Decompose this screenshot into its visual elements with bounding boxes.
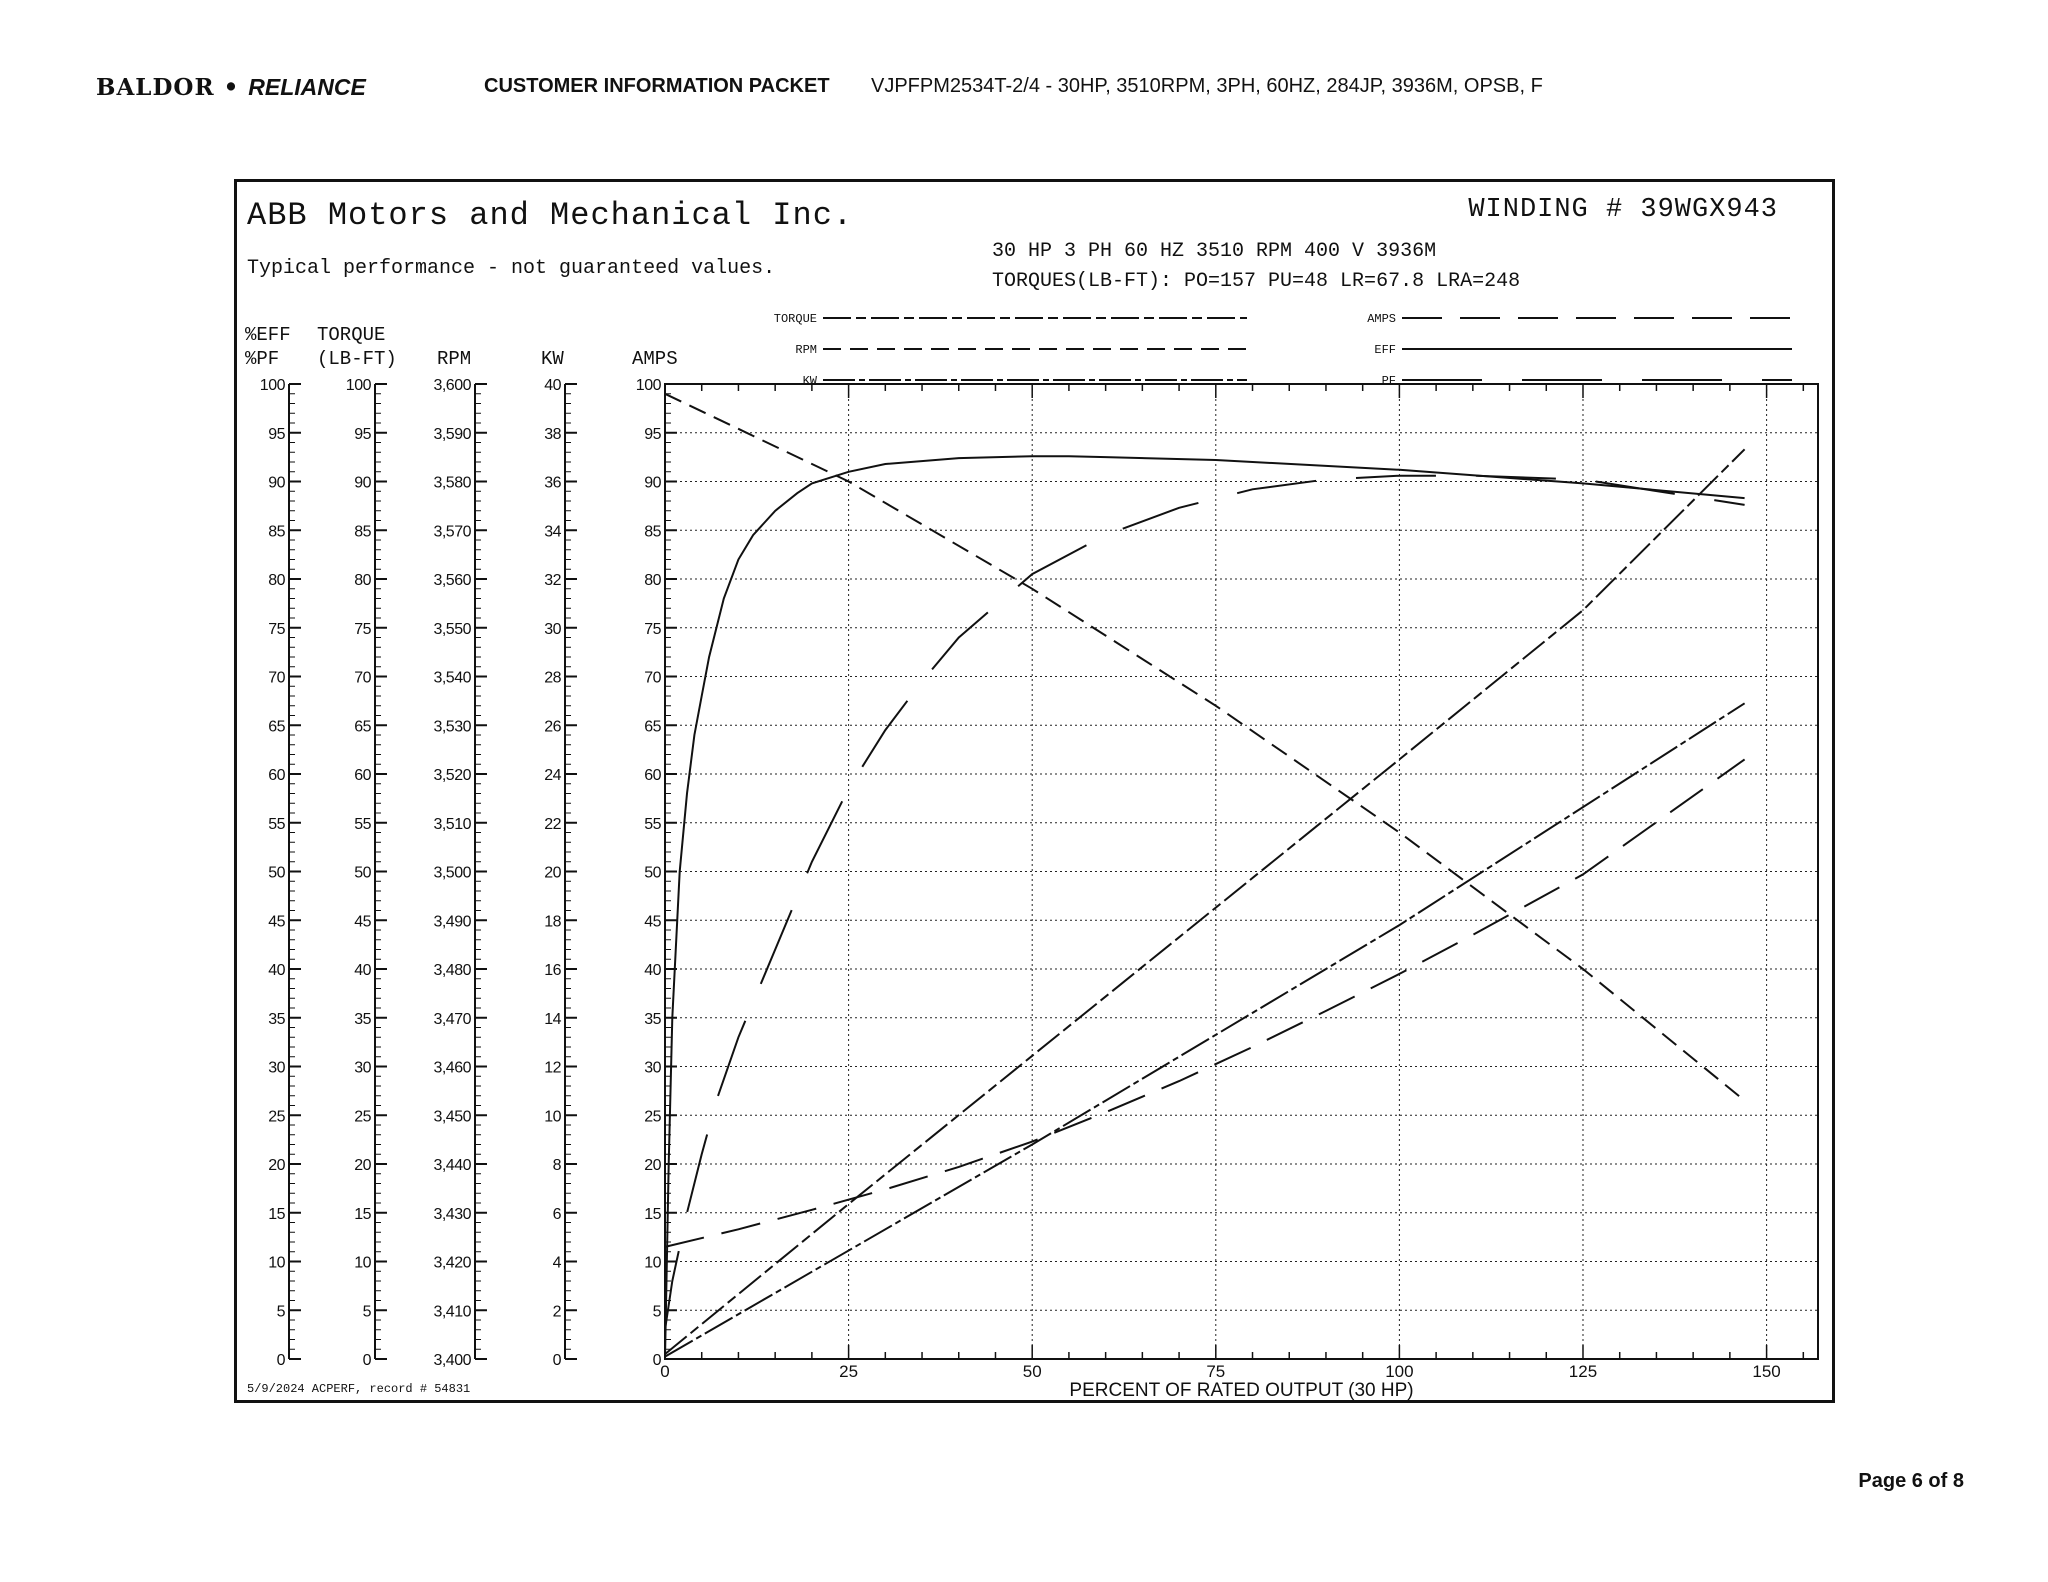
page-number: Page 6 of 8 <box>1858 1470 1964 1492</box>
legend-label-pf: PF <box>1381 374 1396 388</box>
axis-tick-label-2: 3,520 <box>433 767 471 784</box>
axis-tick-label-2: 3,540 <box>433 669 471 687</box>
axis-tick-label-0: 5 <box>276 1303 285 1321</box>
axis-tick-label-0: 60 <box>268 767 285 784</box>
axis-tick-label-1: 80 <box>354 572 371 589</box>
axis-tick-label-0: 85 <box>268 523 285 541</box>
rating-line: 30 HP 3 PH 60 HZ 3510 RPM 400 V 3936M <box>992 240 1437 263</box>
axis-tick-label-3: 24 <box>544 767 561 784</box>
x-tick-label: 125 <box>1568 1362 1598 1381</box>
axis-tick-label-2: 3,580 <box>433 474 471 492</box>
axis-tick-label-4: 95 <box>644 425 661 443</box>
axis-unit-1: (LB-FT) <box>317 348 397 370</box>
axis-tick-label-2: 3,530 <box>433 718 471 736</box>
axis-tick-label-3: 10 <box>544 1108 561 1126</box>
axis-tick-label-4: 50 <box>644 864 661 882</box>
axis-tick-label-4: 5 <box>652 1303 661 1321</box>
axis-tick-label-1: 90 <box>354 474 371 492</box>
axis-tick-label-2: 3,510 <box>433 815 471 833</box>
axis-tick-label-3: 18 <box>544 913 561 931</box>
legend-label-amps: AMPS <box>1367 312 1396 326</box>
axis-tick-label-0: 45 <box>268 913 285 931</box>
series-curve-eff <box>665 456 1745 1359</box>
chart-footnote: 5/9/2024 ACPERF, record # 54831 <box>247 1382 471 1396</box>
chart-subtitle: Typical performance - not guaranteed values. <box>247 257 776 280</box>
model-description: VJPFPM2534T-2/4 - 30HP, 3510RPM, 3PH, 60HZ, 284JP, 3936M, OPSB, F <box>871 75 1543 97</box>
x-tick-label: 50 <box>1022 1362 1042 1381</box>
torques-line: TORQUES(LB-FT): PO=157 PU=48 LR=67.8 LRA=248 <box>992 270 1521 293</box>
axis-tick-label-1: 10 <box>354 1254 371 1272</box>
axis-tick-label-3: 40 <box>544 377 561 394</box>
legend-label-eff: EFF <box>1374 343 1396 357</box>
axis-tick-label-4: 80 <box>644 572 661 589</box>
axis-tick-label-4: 30 <box>644 1059 661 1077</box>
axis-tick-label-1: 5 <box>362 1303 371 1321</box>
axis-tick-label-3: 28 <box>544 669 561 687</box>
axis-tick-label-2: 3,480 <box>433 962 471 979</box>
axis-tick-label-3: 12 <box>544 1059 561 1077</box>
axis-tick-label-4: 55 <box>644 815 661 833</box>
axis-tick-label-4: 65 <box>644 718 661 736</box>
axis-tick-label-1: 70 <box>354 669 371 687</box>
axis-tick-label-1: 35 <box>354 1010 371 1028</box>
axis-tick-label-3: 38 <box>544 425 561 443</box>
axis-tick-label-3: 34 <box>544 523 561 541</box>
brand-name-baldor: BALDOR <box>96 74 215 101</box>
axis-tick-label-3: 22 <box>544 815 561 833</box>
axis-tick-label-0: 70 <box>268 669 285 687</box>
axis-tick-label-2: 3,560 <box>433 572 471 589</box>
axis-tick-label-0: 10 <box>268 1254 285 1272</box>
x-tick-label: 100 <box>1385 1362 1414 1381</box>
axis-tick-label-4: 0 <box>652 1352 661 1369</box>
axis-tick-label-0: 30 <box>268 1059 285 1077</box>
brand-logo <box>96 74 366 101</box>
axis-tick-label-2: 3,430 <box>433 1205 471 1223</box>
axis-unit-2: RPM <box>437 348 472 370</box>
axis-tick-label-2: 3,420 <box>433 1254 471 1272</box>
axis-tick-label-1: 30 <box>354 1059 371 1077</box>
x-tick-label: 150 <box>1752 1362 1781 1381</box>
axis-tick-label-3: 2 <box>552 1303 561 1321</box>
axis-tick-label-2: 3,440 <box>433 1157 471 1174</box>
axis-tick-label-3: 8 <box>552 1157 561 1174</box>
axis-tick-label-1: 85 <box>354 523 371 541</box>
axis-tick-label-1: 40 <box>354 962 371 979</box>
axis-tick-label-4: 35 <box>644 1010 661 1028</box>
axis-tick-label-4: 10 <box>644 1254 661 1272</box>
axis-tick-label-2: 3,450 <box>433 1108 471 1126</box>
axis-tick-label-1: 25 <box>354 1108 371 1126</box>
axis-tick-label-0: 15 <box>268 1205 285 1223</box>
axis-tick-label-1: 100 <box>345 377 371 394</box>
axis-tick-label-2: 3,410 <box>433 1303 471 1321</box>
axis-tick-label-3: 30 <box>544 620 561 638</box>
brand-name-reliance: RELIANCE <box>248 74 366 100</box>
x-tick-label: 0 <box>660 1362 670 1381</box>
axis-header-0: %EFF <box>245 324 291 346</box>
axis-tick-label-4: 15 <box>644 1205 661 1223</box>
axis-unit-0: %PF <box>245 348 280 370</box>
axis-tick-label-0: 80 <box>268 572 285 589</box>
axis-tick-label-0: 25 <box>268 1108 285 1126</box>
axis-tick-label-1: 65 <box>354 718 371 736</box>
axis-tick-label-4: 90 <box>644 474 661 492</box>
axis-tick-label-0: 95 <box>268 425 285 443</box>
brand-separator: • <box>223 74 240 101</box>
axis-tick-label-0: 75 <box>268 620 285 638</box>
axis-unit-4: AMPS <box>632 348 678 370</box>
axis-tick-label-2: 3,460 <box>433 1059 471 1077</box>
axis-unit-3: KW <box>541 348 564 370</box>
axis-tick-label-3: 26 <box>544 718 561 736</box>
axis-tick-label-1: 50 <box>354 864 371 882</box>
axis-tick-label-0: 0 <box>276 1352 285 1369</box>
axis-tick-label-4: 75 <box>644 620 661 638</box>
winding-number: WINDING # 39WGX943 <box>1468 195 1778 225</box>
axis-tick-label-0: 20 <box>268 1157 285 1174</box>
axis-tick-label-0: 65 <box>268 718 285 736</box>
axis-tick-label-1: 75 <box>354 620 371 638</box>
axis-tick-label-2: 3,500 <box>433 864 471 882</box>
axis-tick-label-0: 90 <box>268 474 285 492</box>
axis-tick-label-2: 3,550 <box>433 620 471 638</box>
axis-tick-label-4: 60 <box>644 767 661 784</box>
axis-tick-label-0: 40 <box>268 962 285 979</box>
axis-header-1: TORQUE <box>317 324 386 346</box>
axis-tick-label-1: 55 <box>354 815 371 833</box>
performance-chart-frame <box>234 179 1835 1403</box>
axis-tick-label-3: 32 <box>544 572 561 589</box>
axis-tick-label-2: 3,570 <box>433 523 471 541</box>
packet-title: CUSTOMER INFORMATION PACKET <box>484 75 830 97</box>
axis-tick-label-2: 3,600 <box>433 377 471 394</box>
legend-label-torque: TORQUE <box>773 312 817 326</box>
axis-tick-label-4: 20 <box>644 1157 661 1174</box>
axis-tick-label-4: 70 <box>644 669 661 687</box>
legend-label-kw: KW <box>802 374 817 388</box>
document-header <box>96 74 1952 104</box>
axis-tick-label-3: 36 <box>544 474 561 492</box>
axis-tick-label-0: 50 <box>268 864 285 882</box>
axis-tick-label-2: 3,490 <box>433 913 471 931</box>
performance-chart <box>237 182 1832 1400</box>
axis-tick-label-1: 45 <box>354 913 371 931</box>
axis-tick-label-2: 3,470 <box>433 1010 471 1028</box>
series-curve-pf <box>665 476 1745 1330</box>
axis-tick-label-3: 14 <box>544 1010 561 1028</box>
axis-tick-label-4: 25 <box>644 1108 661 1126</box>
axis-tick-label-2: 3,400 <box>433 1352 471 1369</box>
axis-tick-label-1: 20 <box>354 1157 371 1174</box>
axis-tick-label-3: 16 <box>544 962 561 979</box>
axis-tick-label-0: 100 <box>259 377 285 394</box>
axis-tick-label-3: 6 <box>552 1205 561 1223</box>
legend-label-rpm: RPM <box>795 343 817 357</box>
axis-tick-label-0: 35 <box>268 1010 285 1028</box>
axis-tick-label-1: 0 <box>362 1352 371 1369</box>
x-tick-label: 25 <box>839 1362 859 1381</box>
axis-tick-label-0: 55 <box>268 815 285 833</box>
axis-tick-label-4: 100 <box>635 377 661 394</box>
axis-tick-label-1: 60 <box>354 767 371 784</box>
x-axis-label: PERCENT OF RATED OUTPUT (30 HP) <box>1069 1380 1414 1400</box>
axis-tick-label-3: 0 <box>552 1352 561 1369</box>
axis-tick-label-3: 4 <box>552 1254 561 1272</box>
axis-tick-label-4: 40 <box>644 962 661 979</box>
x-tick-label: 75 <box>1206 1362 1226 1381</box>
axis-tick-label-3: 20 <box>544 864 561 882</box>
axis-tick-label-4: 45 <box>644 913 661 931</box>
axis-tick-label-4: 85 <box>644 523 661 541</box>
axis-tick-label-2: 3,590 <box>433 425 471 443</box>
axis-tick-label-1: 95 <box>354 425 371 443</box>
axis-tick-label-1: 15 <box>354 1205 371 1223</box>
chart-title: ABB Motors and Mechanical Inc. <box>247 197 854 234</box>
